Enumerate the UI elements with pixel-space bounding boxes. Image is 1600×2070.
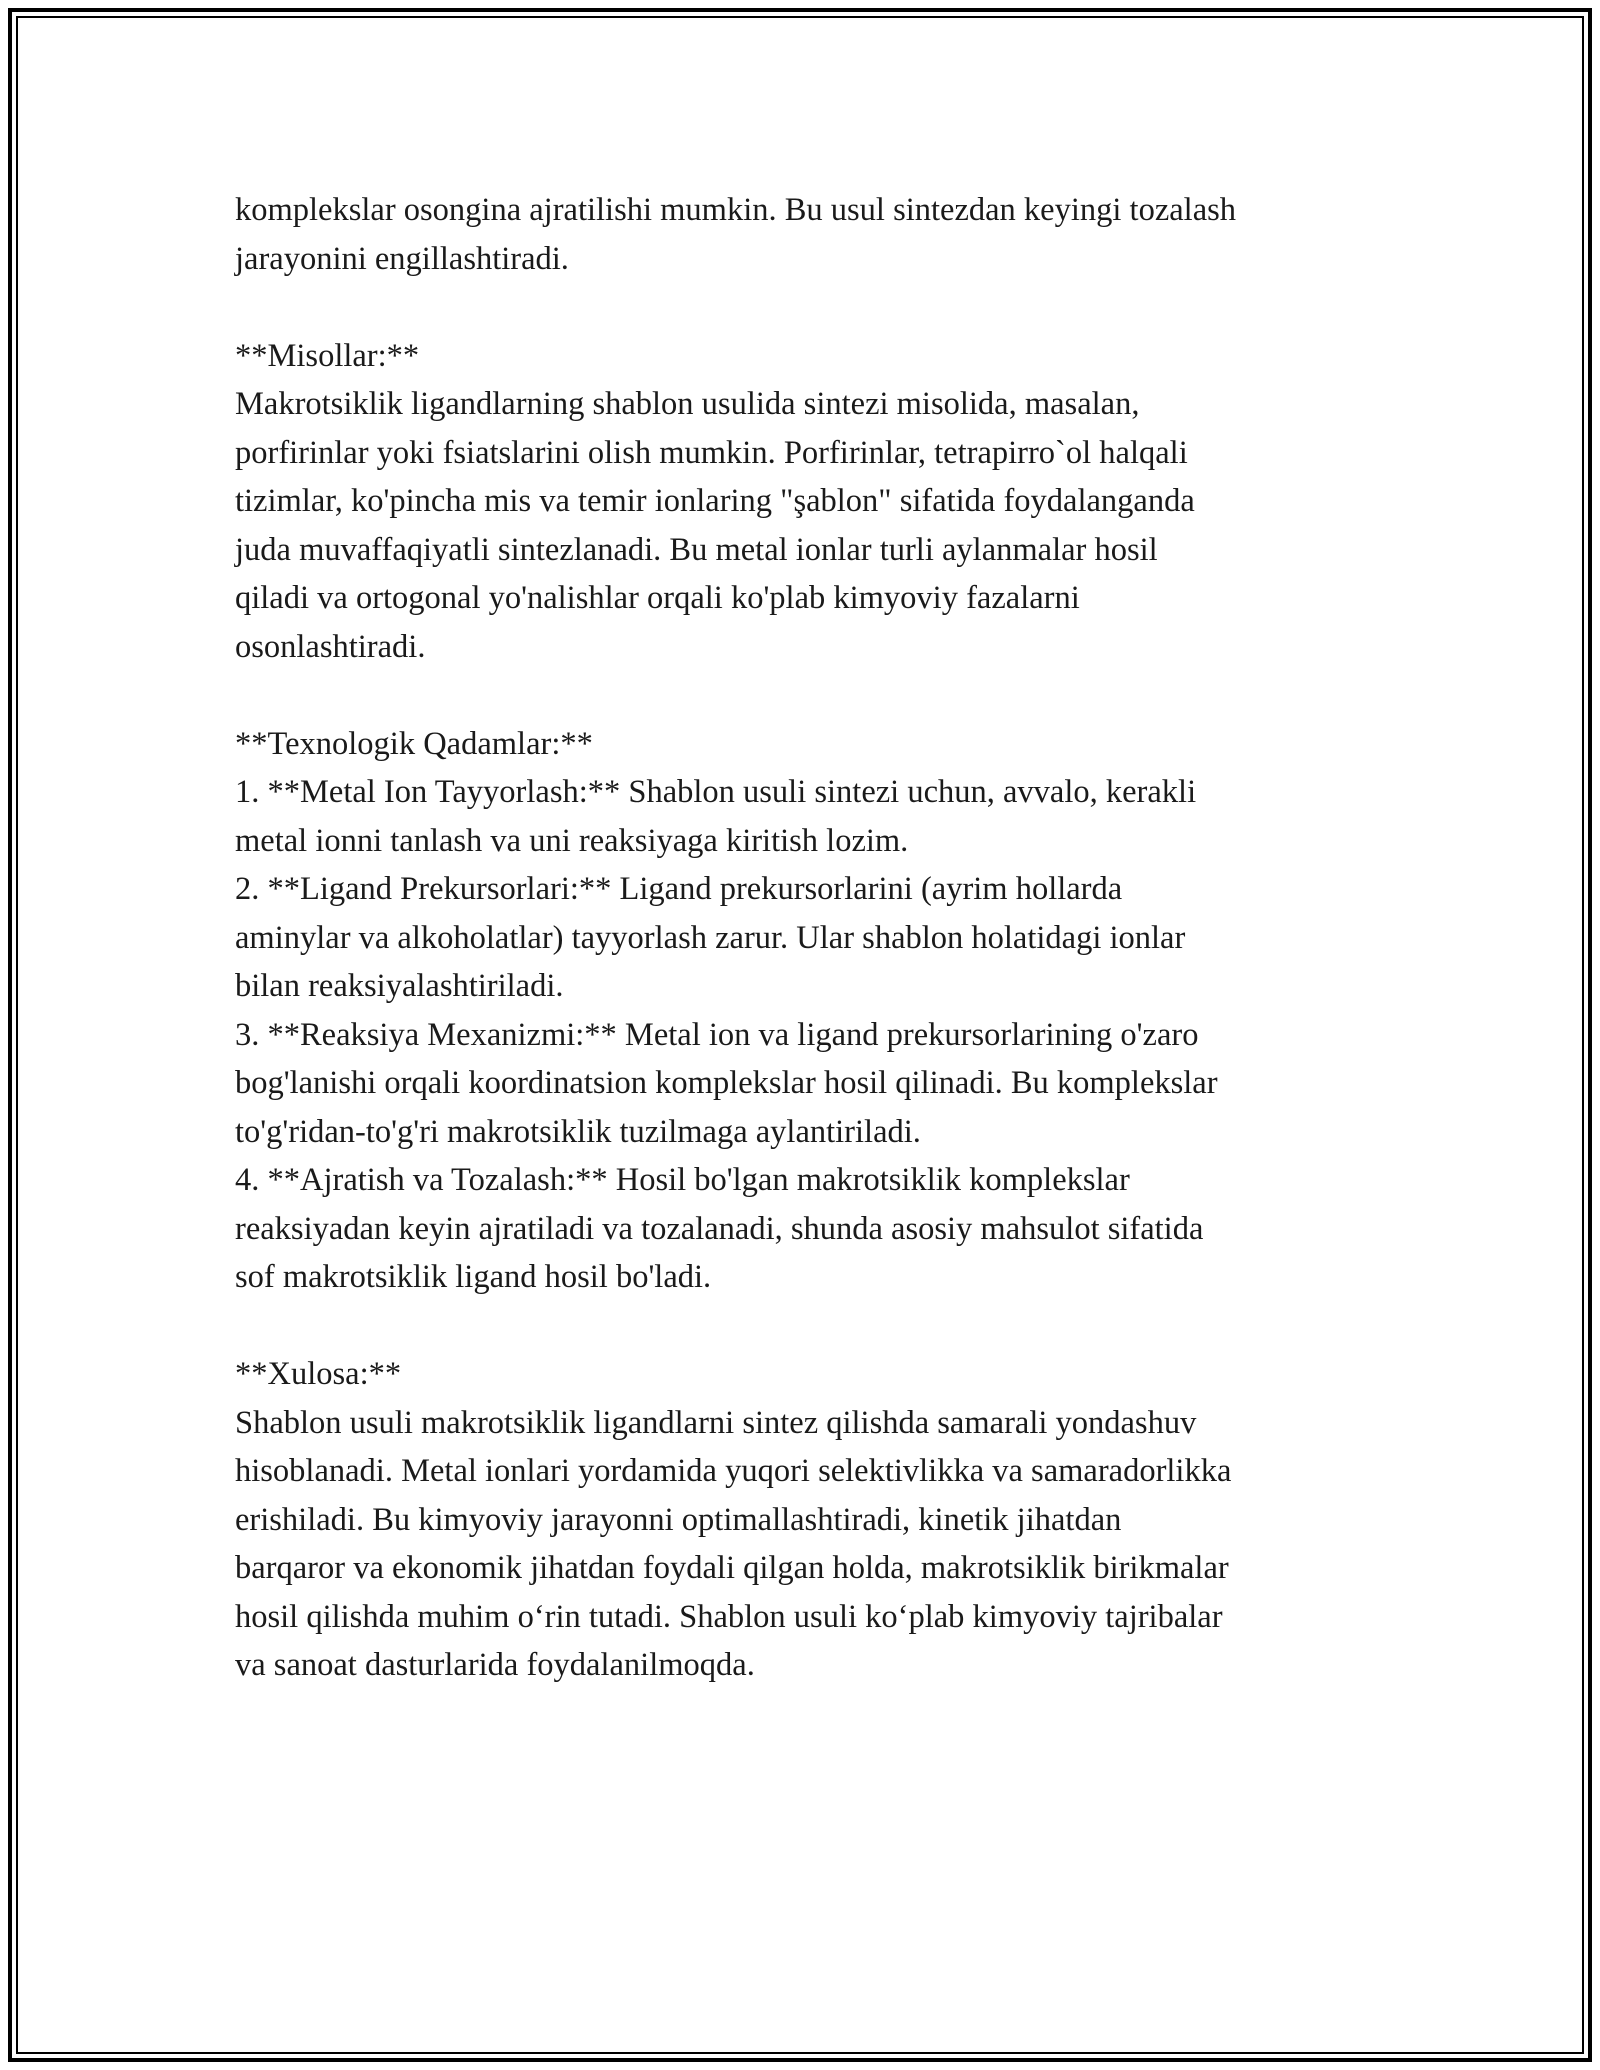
text-line: reaksiyadan keyin ajratiladi va tozalanadi, shunda asosiy mahsulot sifatida (235, 1210, 1204, 1247)
text-line: tizimlar, ko'pincha mis va temir ionlaring "şablon" sifatida foydalanganda (235, 483, 1195, 519)
text-line: erishiladi. Bu kimyoviy jarayonni optimallashtiradi, kinetik jihatdan (235, 1501, 1122, 1538)
paragraph-gap (235, 671, 1395, 720)
text-line: bog'lanishi orqali koordinatsion komplekslar hosil qilinadi. Bu komplekslar (235, 1065, 1218, 1101)
paragraph-gap (235, 283, 1395, 332)
text-line: qiladi va ortogonal yo'nalishlar orqali ko'plab kimyoviy fazalarni (235, 580, 1080, 616)
document-body (235, 186, 1395, 1690)
examples-section (235, 332, 1395, 672)
text-line: to'g'ridan-to'g'ri makrotsiklik tuzilmaga aylantiriladi. (235, 1113, 921, 1150)
conclusion-section (235, 1350, 1395, 1690)
paragraph-gap (235, 1302, 1395, 1351)
text-line: hosil qilishda muhim o‘rin tutadi. Shablon usuli ko‘plab kimyoviy tajribalar (235, 1598, 1223, 1635)
text-line: jarayonini engillashtiradi. (235, 240, 569, 277)
text-line: aminylar va alkoholatlar) tayyorlash zarur. Ular shablon holatidagi ionlar (235, 919, 1186, 956)
text-line: hisoblanadi. Metal ionlari yordamida yuqori selektivlikka va samaradorlikka (235, 1453, 1232, 1489)
section-heading-examples: **Misollar:** (235, 337, 420, 374)
section-heading-conclusion: **Xulosa:** (235, 1356, 402, 1392)
text-line: 2. **Ligand Prekursorlari:** Ligand prekursorlarini (ayrim hollarda (235, 871, 1123, 907)
text-line: komplekslar osongina ajratilishi mumkin. Bu usul sintezdan keyingi tozalash (235, 192, 1237, 228)
text-line: Shablon usuli makrotsiklik ligandlarni sintez qilishda samarali yondashuv (235, 1404, 1197, 1441)
text-line: barqaror va ekonomik jihatdan foydali qilgan holda, makrotsiklik birikmalar (235, 1550, 1229, 1586)
text-line: metal ionni tanlash va uni reaksiyaga kiritish lozim. (235, 822, 909, 859)
text-line: osonlashtiradi. (235, 628, 426, 665)
text-line: porfirinlar yoki fsiatslarini olish mumkin. Porfirinlar, tetrapirro`ol halqali (235, 434, 1188, 471)
text-line: 1. **Metal Ion Tayyorlash:** Shablon usuli sintezi uchun, avvalo, kerakli (235, 774, 1197, 810)
text-line: sof makrotsiklik ligand hosil bo'ladi. (235, 1259, 712, 1295)
text-line: juda muvaffaqiyatli sintezlanadi. Bu metal ionlar turli aylanmalar hosil (235, 531, 1158, 568)
text-line: 3. **Reaksiya Mexanizmi:** Metal ion va ligand prekursorlarining o'zaro (235, 1016, 1199, 1053)
text-line: va sanoat dasturlarida foydalanilmoqda. (235, 1647, 755, 1683)
steps-section (235, 720, 1395, 1302)
text-line: 4. **Ajratish va Tozalash:** Hosil bo'lgan makrotsiklik komplekslar (235, 1162, 1130, 1198)
text-line: bilan reaksiyalashtiriladi. (235, 968, 564, 1004)
intro-continuation (235, 186, 1395, 283)
section-heading-steps: **Texnologik Qadamlar:** (235, 725, 593, 762)
text-line: Makrotsiklik ligandlarning shablon usulida sintezi misolida, masalan, (235, 386, 1140, 422)
